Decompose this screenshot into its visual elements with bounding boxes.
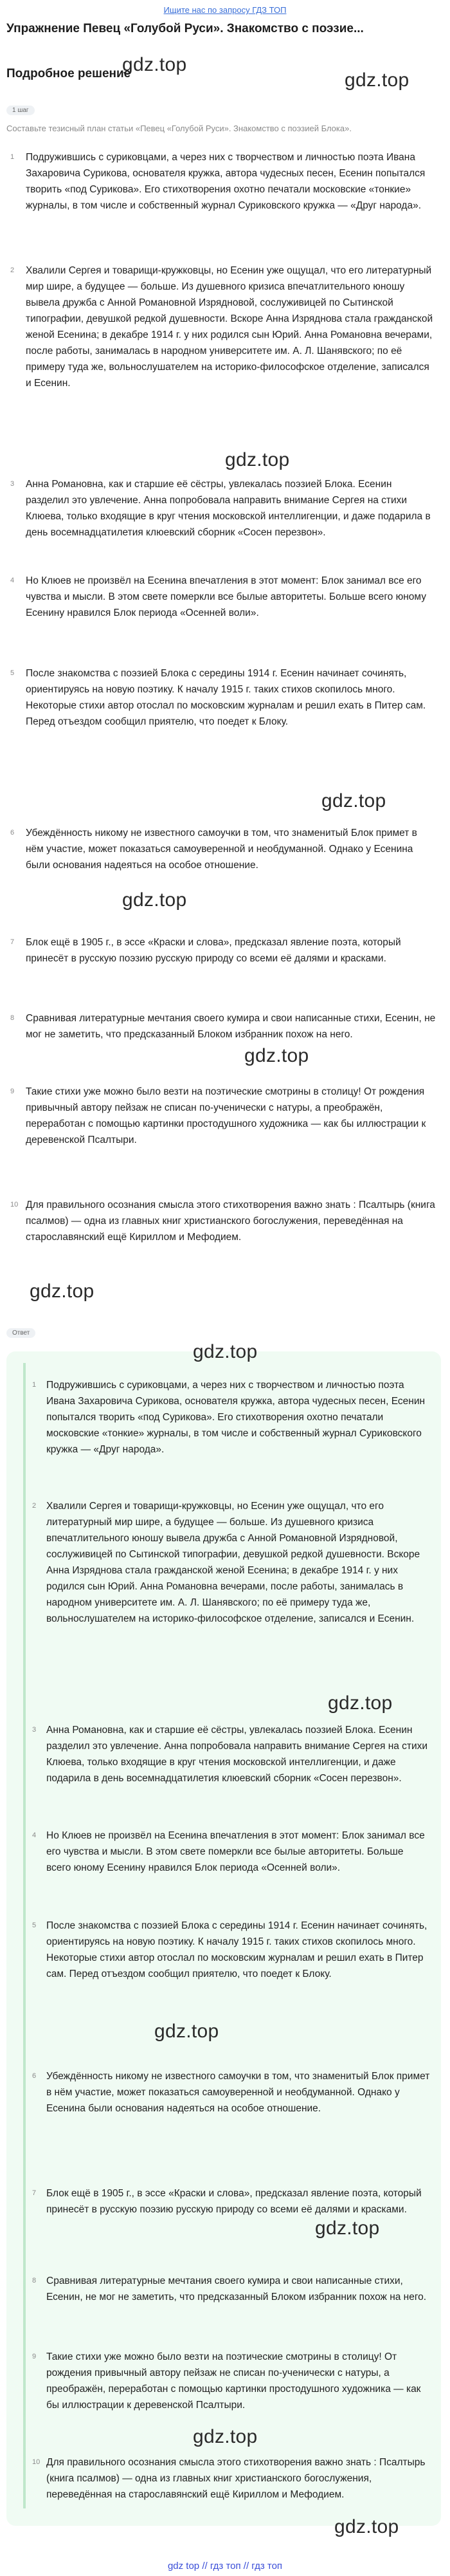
answer-badge: Ответ [6,1328,35,1338]
item-number: 1 [10,153,15,161]
item-text: Сравнивая литературные мечтания своего кумира и свои написанные стихи, Есенин, не мог не заметить, что предсказанный Блоком избранник похож на него. [26,1013,436,1040]
item-text: Подружившись с суриковцами, а через них с творчеством и личностью поэта Ивана Захаровича Сурикова, основателя кружка, автора чудесных песен, Есенин попытался творить «под Сурикова». Его стихотворения охотно печатали московские «тонкие» журналы, в том числе и собственный журнал Суриковского кружка — «Друг народа». [26,152,426,211]
step-badge: 1 шаг [6,106,35,115]
list-item [10,1197,437,1245]
item-text: Блок ещё в 1905 г., в эссе «Краски и слова», предсказал явление поэта, который принесёт в русскую поэзию русскую природу со всеми её далями и красками. [26,937,401,964]
item-number: 10 [32,2458,40,2466]
separator: // [243,2561,249,2571]
item-number: 2 [10,266,15,274]
list-item [10,825,437,873]
item-text: Блок ещё в 1905 г., в эссе «Краски и слова», предсказал явление поэта, который принесёт в русскую поэзию русскую природу со всеми её далями и красками. [46,2188,422,2215]
watermark: gdz.top [345,69,410,91]
list-item [10,573,437,621]
item-text: Убеждённость никому не известного самоучки в том, что знаменитый Блок примет в нём участие, может показаться самоуверенной и необдуманной. Однако у Есенина были основания надеяться на особое отношение. [46,2071,430,2114]
answer-item [32,2185,431,2218]
watermark: gdz.top [122,889,187,911]
item-text: Такие стихи уже можно было везти на поэтические смотрины в столицу! От рождения привычный автору пейзаж не списан по-ученически с натуры, а преображён, переработан с помощью картинки простодушного художника — как бы иллюстрации к деревенской Псалтыри. [26,1086,426,1145]
separator: // [202,2561,208,2571]
item-text: Хвалили Сергея и товарищи-кружковцы, но Есенин уже ощущал, что его литературный мир шире, а будущее — больше. Из душевного кризиса впечатлительного юношу вывела дружба с Анной Романовной Изрядновой, сослуживицей по Сытинской типографии, девушкой редкой душевности. Вскоре Анна Изряднова стала гражданской женой Есенина; в декабре 1914 г. у них родился сын Юрий. Анна Романовна вечерами, после работы, занималась в народном университете им. А. Л. Шанявского; по её примеру туда же, вольнослушателем на историко-философское отделение, записался и Есенин. [46,1501,420,1624]
answer-item [32,2273,431,2305]
bottom-link[interactable]: гдз топ [251,2561,283,2571]
item-text: Подружившись с суриковцами, а через них с творчеством и личностью поэта Ивана Захаровича Сурикова, основателя кружка, автора чудесных песен, Есенин попытался творить «под Сурикова». Его стихотворения охотно печатали московские «тонкие» журналы, в том числе и собственный журнал Суриковского кружка — «Друг народа». [46,1380,426,1455]
item-text: Анна Романовна, как и старшие её сёстры, увлекалась поэзией Блока. Есенин разделил это увлечение. Анна попробовала направить внимание Сергея на стихи Клюева, только входящие в круг чтения московской интеллигенции, и даже подарила в день восемнадцатилетия клюевский сборник «Сосен перезвон». [26,479,431,538]
answer-item [32,2068,431,2117]
answer-item [32,1918,431,1982]
bottom-link[interactable]: gdz top [167,2561,200,2571]
item-number: 7 [32,2189,37,2197]
list-item [10,263,437,391]
watermark: gdz.top [154,2021,219,2042]
item-text: Анна Романовна, как и старшие её сёстры, увлекалась поэзией Блока. Есенин разделил это увлечение. Анна попробовала направить внимание Сергея на стихи Клюева, только входящие в круг чтения московской интеллигенции, и даже подарила в день восемнадцатилетия клюевский сборник «Сосен перезвон». [46,1725,428,1784]
answer-item [32,1498,431,1627]
bottom-links [0,2561,450,2571]
item-text: Для правильного осознания смысла этого стихотворения важно знать : Псалтырь (книга псалмов) — одна из главных книг христианского богослужения, переведённая на старославянский ещё Кириллом и Мефодием. [46,2457,426,2500]
watermark: gdz.top [328,1692,393,1714]
item-text: Хвалили Сергея и товарищи-кружковцы, но Есенин уже ощущал, что его литературный мир шире, а будущее — больше. Из душевного кризиса впечатлительного юношу вывела дружба с Анной Романовной Изрядновой, сослуживицей по Сытинской типографии, девушкой редкой душевности. Вскоре Анна Изряднова стала гражданской женой Есенина; в декабре 1914 г. у них родился сын Юрий. Анна Романовна вечерами, после работы, занималась в народном университете им. А. Л. Шанявского; по её примеру туда же, вольнослушателем на историко-философское отделение, записался и Есенин. [26,265,433,389]
list-item [10,1084,437,1148]
item-number: 8 [10,1014,15,1022]
item-number: 5 [32,1922,37,1929]
item-number: 2 [32,1502,37,1510]
answer-item [32,2454,431,2503]
item-text: Убеждённость никому не известного самоучки в том, что знаменитый Блок примет в нём участие, может показаться самоуверенной и необдуманной. Однако у Есенина были основания надеяться на особое отношение. [26,828,417,871]
watermark: gdz.top [334,2516,399,2537]
item-text: Сравнивая литературные мечтания своего кумира и свои написанные стихи, Есенин, не мог не заметить, что предсказанный Блоком избранник похож на него. [46,2275,427,2303]
item-number: 10 [10,1201,19,1209]
item-number: 8 [32,2277,37,2284]
watermark: gdz.top [30,1281,94,1302]
list-item [10,149,437,214]
item-text: Такие стихи уже можно было везти на поэтические смотрины в столицу! От рождения привычный автору пейзаж не списан по-ученически с натуры, а преображён, переработан с помощью картинки простодушного художника — как бы иллюстрации к деревенской Псалтыри. [46,2351,421,2411]
list-item [10,476,437,541]
bottom-link[interactable]: гдз топ [210,2561,241,2571]
answer-item [32,2349,431,2413]
item-text: Но Клюев не произвёл на Есенина впечатления в этот момент: Блок занимал все его чувства и мысли. В этом свете померкли все былые авторитеты. Больше всего юному Есенину нравился Блок периода «Осенней воли». [46,1830,425,1873]
item-number: 3 [32,1726,37,1734]
item-number: 4 [10,577,15,584]
watermark: gdz.top [193,1341,258,1362]
list-item [10,665,437,730]
watermark: gdz.top [315,2218,380,2239]
page-title: Упражнение Певец «Голубой Руси». Знакомство с поэзие... [6,22,364,35]
watermark: gdz.top [244,1045,309,1066]
item-number: 9 [10,1088,15,1095]
item-text: Но Клюев не произвёл на Есенина впечатления в этот момент: Блок занимал все его чувства и мысли. В этом свете померкли все былые авторитеты. Больше всего юному Есенину нравился Блок периода «Осенней воли». [26,575,426,618]
watermark: gdz.top [193,2426,258,2447]
item-number: 6 [32,2072,37,2080]
search-hint-link[interactable]: Ищите нас по запросу ГДЗ ТОП [163,5,287,15]
section-title: Подробное решение [6,67,131,80]
answer-item [32,1377,431,1458]
item-number: 6 [10,829,15,837]
item-number: 3 [10,480,15,488]
item-text: После знакомства с поэзией Блока с середины 1914 г. Есенин начинает сочинять, ориентируясь на новую поэтику. К началу 1915 г. таких стихов скопилось много. Некоторые стихи автор отослал по московским журналам и решил ехать в Питер сам. Перед отъездом сообщил приятелю, что поедет к Блоку. [46,1920,428,1979]
watermark: gdz.top [225,449,290,470]
watermark: gdz.top [122,54,187,75]
item-number: 1 [32,1381,37,1389]
item-text: Для правильного осознания смысла этого стихотворения важно знать : Псалтырь (книга псалмов) — одна из главных книг христианского богослужения, переведённая на старославянский ещё Кириллом и Мефодием. [26,1200,435,1243]
item-number: 9 [32,2353,37,2360]
item-number: 5 [10,669,15,677]
item-text: После знакомства с поэзией Блока с середины 1914 г. Есенин начинает сочинять, ориентируясь на новую поэтику. К началу 1915 г. таких стихов скопилось много. Некоторые стихи автор отослал по московским журналам и решил ехать в Питер сам. Перед отъездом сообщил приятелю, что поедет к Блоку. [26,668,426,727]
list-item [10,1010,437,1042]
item-number: 4 [32,1831,37,1839]
answer-accent-bar [23,1363,26,2508]
answer-item [32,1828,431,1876]
task-subtitle: Составьте тезисный план статьи «Певец «Голубой Руси». Знакомство с поэзией Блока». [6,124,352,133]
list-item [10,934,437,967]
answer-item [32,1722,431,1786]
item-number: 7 [10,938,15,946]
watermark: gdz.top [321,790,386,811]
